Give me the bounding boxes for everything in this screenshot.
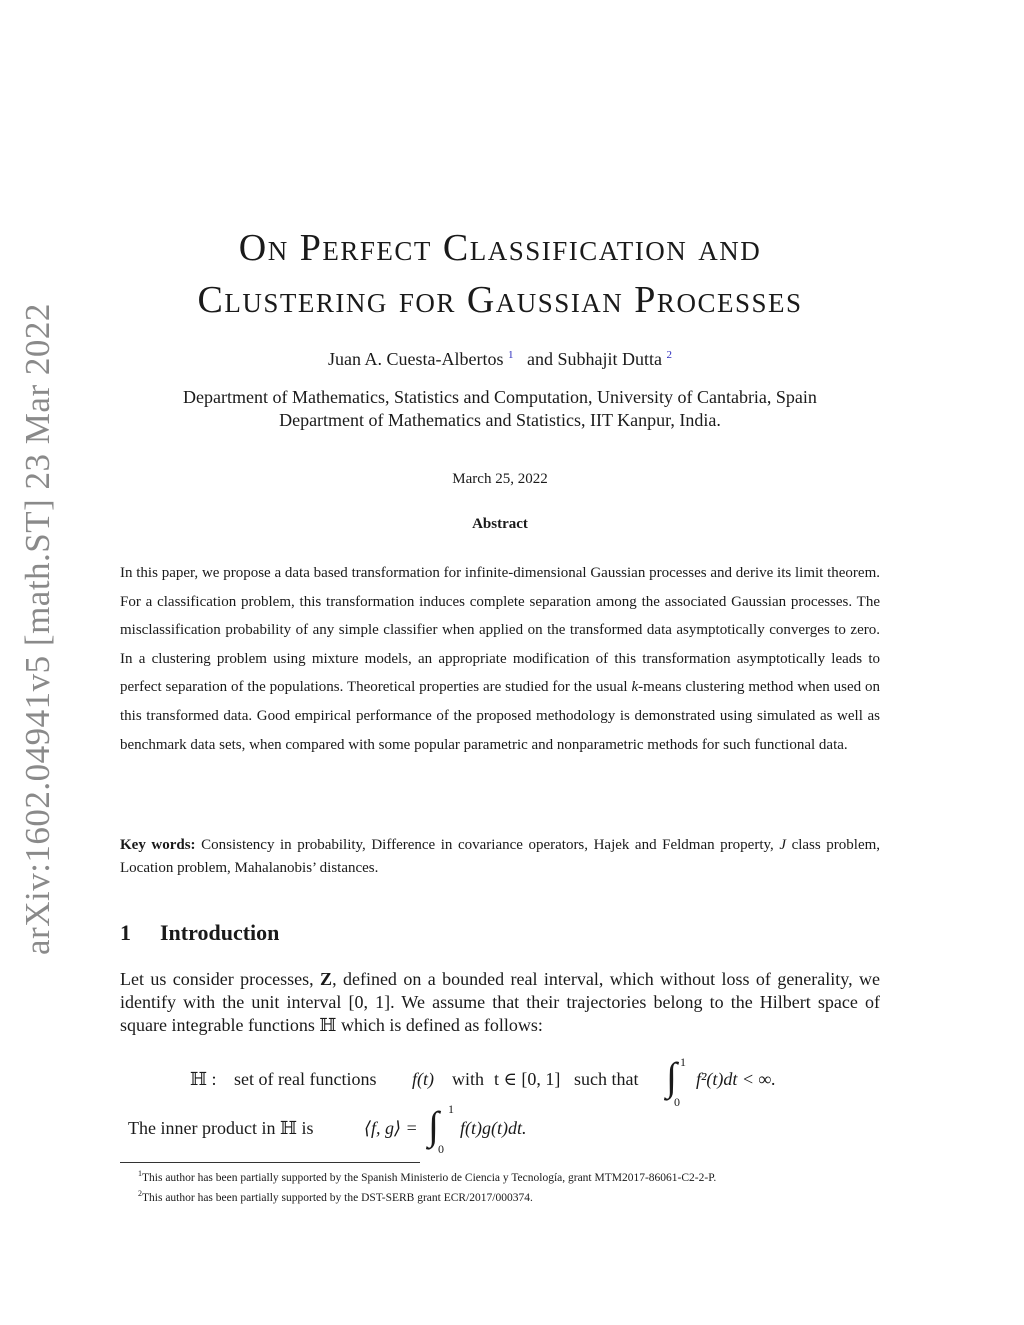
affiliation-2: Department of Mathematics and Statistics, IIT Kanpur, India. [279, 410, 721, 430]
keywords-label: Key words: [120, 837, 196, 853]
k-symbol: k [631, 679, 639, 696]
abstract-text-part-2: -means clustering method when used on this transformed data. Good empirical performance of the proposed methodology is demonstrated using simulated as well as benchmark data sets, when compared with some popular parametric and nonparametric methods for such functional data. [120, 679, 880, 753]
integral-sign: ∫ [666, 1054, 677, 1099]
eq2-lower-limit: 0 [438, 1142, 444, 1156]
abstract-text [120, 559, 880, 759]
author-list [100, 349, 900, 370]
eq1-text-2: with [452, 1069, 485, 1089]
keywords-text-b: class problem, Location problem, Mahalanobis’ distances. [120, 837, 881, 876]
footnote-1-text: This author has been partially supported by the Spanish Ministerio de Ciencia y Tecnología, grant MTM2017-86061-C2-2-P. [142, 1171, 717, 1184]
section-title: Introduction [160, 920, 280, 945]
eq2-upper-limit: 1 [448, 1102, 454, 1116]
footnote-1-mark: 1 [138, 1169, 142, 1178]
author-1: Juan A. Cuesta-Albertos [328, 349, 504, 369]
footnote-mark-2[interactable]: 2 [666, 349, 672, 361]
eq1-ft: f(t) [412, 1069, 434, 1089]
intro-part-2: , defined on a bounded real interval, which without loss of generality, we identify with the unit interval [0, 1]. We assume that their trajectories belong to the Hilbert space of square integrable functions ℍ which is defined as follows: [120, 969, 881, 1035]
paper-title [100, 222, 900, 326]
eq2-integrand: f(t)g(t)dt. [460, 1118, 527, 1138]
arxiv-identifier: arXiv:1602.04941v5 [math.ST] 23 Mar 2022 [18, 303, 57, 955]
footnotes [120, 1166, 882, 1206]
footnote-2 [120, 1186, 882, 1206]
footnote-mark-1[interactable]: 1 [507, 349, 514, 361]
keywords-text-a: Consistency in probability, Difference in covariance operators, Hajek and Feldman property, [201, 837, 774, 853]
abstract-text-part-1: In this paper, we propose a data based transformation for infinite-dimensional Gaussian processes and derive its limit theorem. For a classification problem, this transformation induces complete separation among the associated Gaussian processes. The misclassification probability of any simple classifier when applied on the transformed data asymptotically converges to zero. In a clustering problem using mixture models, an appropriate modification of this transformation asymptotically leads to perfect separation of the populations. Theoretical properties are studied for the usual [120, 565, 880, 696]
section-number: 1 [120, 920, 131, 945]
publication-date: March 25, 2022 [452, 471, 548, 487]
footnote-2-text: This author has been partially supported by the DST-SERB grant ECR/2017/000374. [142, 1191, 533, 1204]
abstract-heading: Abstract [472, 516, 528, 532]
author-2: Subhajit Dutta [557, 349, 662, 369]
title-line-2: Clustering for Gaussian Processes [197, 279, 803, 321]
eq2-text: The inner product in ℍ is [128, 1118, 314, 1138]
eq1-lhs: ℍ : [190, 1069, 217, 1089]
eq1-integrand: f²(t)dt < ∞. [696, 1069, 776, 1089]
intro-part-1: Let us consider processes, [120, 969, 314, 989]
section-heading-introduction [120, 920, 279, 946]
z-symbol: Z [320, 969, 333, 989]
intro-paragraph [120, 968, 880, 1037]
eq1-upper-limit: 1 [680, 1055, 686, 1069]
equation-inner-product [128, 1100, 828, 1158]
footnote-divider [120, 1162, 420, 1163]
eq1-condition: t ∈ [0, 1] [494, 1069, 561, 1089]
keywords [120, 834, 880, 880]
footnote-2-mark: 2 [138, 1188, 142, 1198]
eq2-lhs: ⟨f, g⟩ = [364, 1118, 418, 1138]
eq1-text-3: such that [574, 1069, 639, 1089]
eq1-text-1: set of real functions [234, 1069, 377, 1089]
title-line-1: On Perfect Classification and [238, 227, 762, 269]
affiliations [100, 386, 900, 432]
affiliation-1: Department of Mathematics, Statistics and Computation, University of Cantabria, Spain [183, 387, 817, 407]
integral-sign: ∫ [428, 1103, 439, 1148]
eq1-lower-limit: 0 [674, 1095, 680, 1109]
j-symbol: J [779, 837, 787, 853]
author-connector: and [526, 349, 553, 369]
footnote-1 [120, 1166, 882, 1186]
